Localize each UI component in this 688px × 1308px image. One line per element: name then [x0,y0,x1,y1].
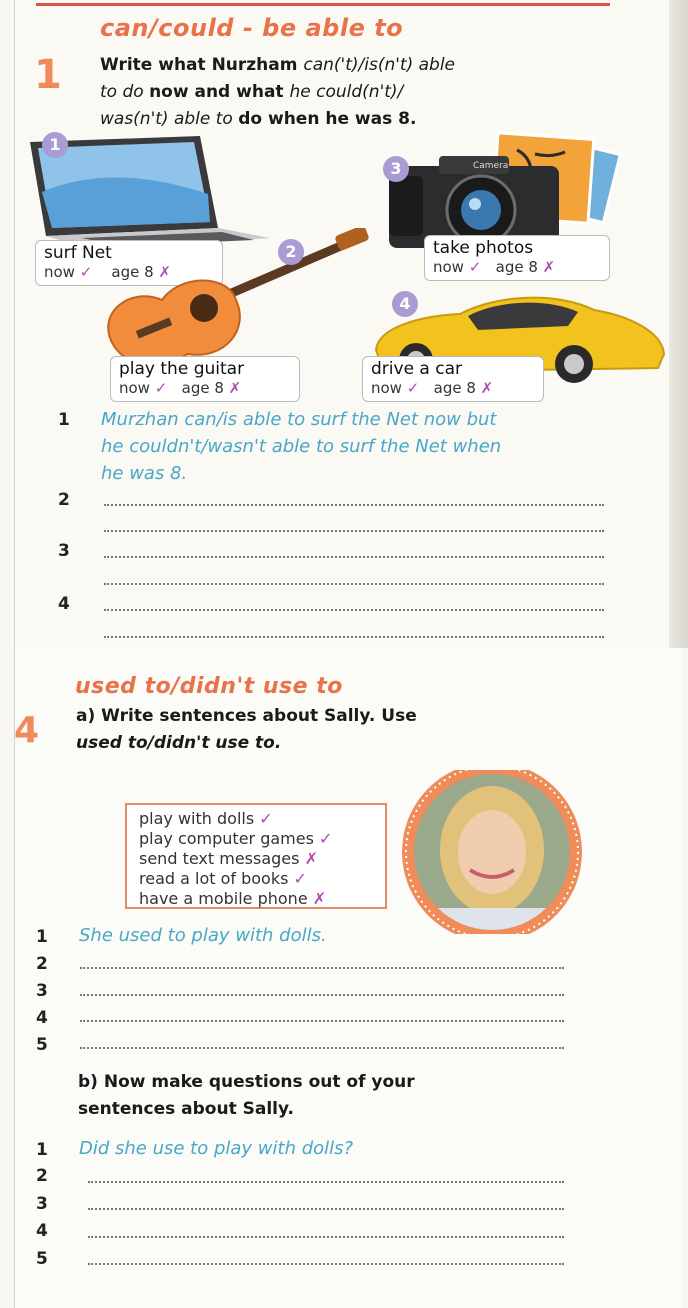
answer-line[interactable] [104,636,604,638]
section-heading-used-to: used to/didn't use to [75,674,343,699]
list-item-text: send text messages [139,849,300,868]
b-answer-number-4: 4 [36,1221,48,1241]
part-a-label: a) Write sentences about Sally. Use [76,706,417,726]
now-label: now [44,263,75,281]
part-b-label: b) Now make questions out of your [78,1072,415,1092]
top-red-rule [36,3,610,6]
part-a-label-2: used to/didn't use to. [76,733,282,753]
answer-number-1: 1 [58,410,70,430]
instr-l3-bold: do when he was 8. [238,109,417,129]
tick-icon: ✓ [259,809,273,828]
item-title: take photos [433,238,534,258]
now-label: now [119,379,150,397]
a-answer-number-2: 2 [36,954,48,974]
tick-icon: ✓ [406,379,420,397]
answer-line[interactable] [80,1047,564,1049]
section-heading-can-could: can/could - be able to [100,14,404,42]
a-example-answer: She used to play with dolls. [79,925,327,946]
answer-line[interactable] [80,994,564,996]
part-b-label-2: sentences about Sally. [78,1099,294,1119]
answer-line[interactable] [104,609,604,611]
answer-number-4: 4 [58,594,70,614]
answer-number-3: 3 [58,541,70,561]
b-answer-number-3: 3 [36,1194,48,1214]
exercise-1-instruction [100,52,620,133]
answer-line[interactable] [104,504,604,506]
b-answer-number-1: 1 [36,1140,48,1160]
tick-icon: ✓ [154,379,168,397]
cross-icon: ✗ [312,889,327,908]
tick-icon: ✓ [319,829,333,848]
camera-brand-label: Camera [473,161,509,171]
b-example-answer: Did she use to play with dolls? [79,1138,354,1159]
list-item [139,869,385,889]
item-label-take-photos [424,235,610,281]
instr-l3-italic: was(n't) able to [100,109,239,129]
list-item [139,809,385,829]
item-title: play the guitar [119,359,245,379]
list-item-text: read a lot of books [139,869,289,888]
a-answer-number-3: 3 [36,981,48,1001]
age-label: age 8 [181,379,224,397]
tick-icon: ✓ [468,258,482,276]
item-badge-2: 2 [278,239,304,265]
instr-l2-italic2: he could(n't)/ [289,82,404,102]
answer-line-2: he couldn't/wasn't able to surf the Net when [101,436,502,457]
a-answer-number-4: 4 [36,1008,48,1028]
answer-line[interactable] [88,1263,564,1265]
list-item-text: play computer games [139,829,314,848]
b-answer-number-2: 2 [36,1166,48,1186]
list-item-text: play with dolls [139,809,255,828]
answer-line[interactable] [88,1236,564,1238]
answer-line-3: he was 8. [101,463,188,484]
age-label: age 8 [433,379,476,397]
answer-line[interactable] [80,967,564,969]
b-answer-number-5: 5 [36,1249,48,1269]
item-badge-4: 4 [392,291,418,317]
answer-line[interactable] [104,583,604,585]
answer-line[interactable] [88,1181,564,1183]
cross-icon: ✗ [480,379,494,397]
item-title: surf Net [44,243,112,263]
age-label: age 8 [495,258,538,276]
item-title: drive a car [371,359,463,379]
answer-line[interactable] [80,1020,564,1022]
camera-icon [385,130,650,250]
cross-icon: ✗ [304,849,318,868]
activities-list [125,803,387,909]
exercise-number-4: 4 [14,710,40,751]
exercise-4b-instruction [78,1069,578,1123]
item-badge-1: 1 [42,132,68,158]
list-item [139,829,385,849]
now-label: now [371,379,402,397]
answer-number-2: 2 [58,490,70,510]
age-label: age 8 [111,263,154,281]
item-badge-3: 3 [383,156,409,182]
list-item-text: have a mobile phone [139,889,308,908]
exercise-number-1: 1 [34,52,62,98]
example-answer-1 [101,406,621,487]
instr-l1-italic: can('t)/is(n't) able [303,55,456,75]
instr-l2-italic1: to do [100,82,150,102]
item-label-play-guitar [110,356,300,402]
tick-icon: ✓ [79,263,93,281]
cross-icon: ✗ [542,258,556,276]
item-label-drive-car [362,356,544,402]
page-edge-shadow [669,0,688,648]
tick-icon: ✓ [293,869,307,888]
guitar-icon [100,228,370,364]
sally-photo [388,770,596,934]
cross-icon: ✗ [158,263,172,281]
answer-line[interactable] [104,530,604,532]
a-answer-number-5: 5 [36,1035,48,1055]
a-answer-number-1: 1 [36,927,48,947]
list-item [139,889,385,909]
exercise-4a-instruction [76,703,576,757]
instr-l1-bold: Write what Nurzham [100,55,304,75]
instr-l2-bold: now and what [149,82,290,102]
answer-line[interactable] [104,556,604,558]
cross-icon: ✗ [228,379,242,397]
answer-line[interactable] [88,1208,564,1210]
answer-line-1: Murzhan can/is able to surf the Net now but [101,409,497,430]
now-label: now [433,258,464,276]
list-item [139,849,385,869]
